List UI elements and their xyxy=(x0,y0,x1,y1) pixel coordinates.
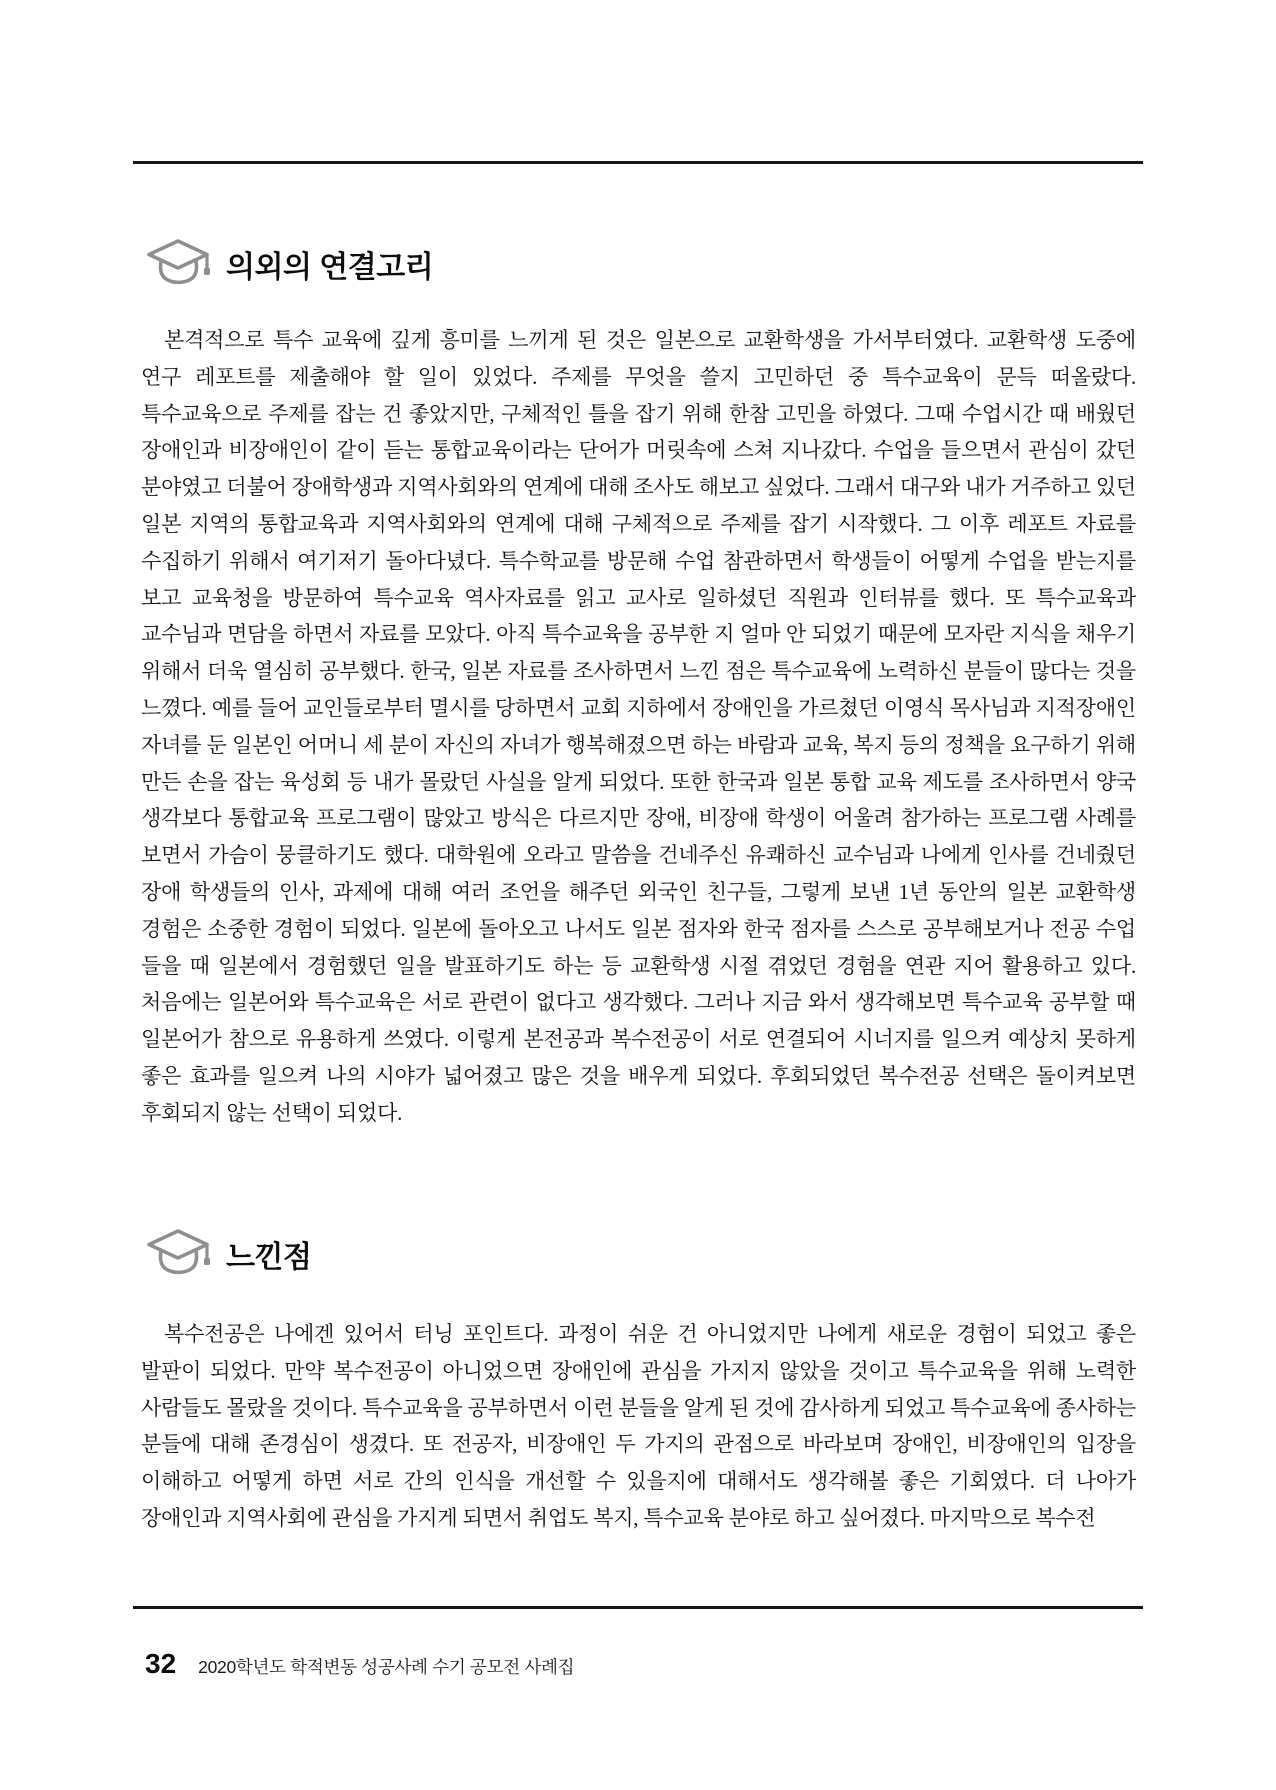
section-2-paragraph: 복수전공은 나에겐 있어서 터닝 포인트다. 과정이 쉬운 건 아니었지만 나에게 새로운 경험이 되었고 좋은 발판이 되었다. 만약 복수전공이 아니었으면 장애인에 관심을 가지지 않았을 것이고 특수교육을 위해 노력한 사람들도 몰랐을 것이다. 특수교육을 공부하면서 이런 분들을 알게 된 것에 감사하게 되었고 특수교육에 종사하는 분들에 대해 존경심이 생겼다. 또 전공자, 비장애인 두 가지의 관점으로 바라보며 장애인, 비장애인의 입장을 이해하고 어떻게 하면 서로 간의 인식을 개선할 수 있을지에 대해서도 생각해볼 좋은 기회였다. 더 나아가 장애인과 지역사회에 관심을 가지게 되면서 취업도 복지, 특수교육 분야로 하고 싶어졌다. 마지막으로 복수전 xyxy=(141,1322,1136,1530)
top-divider xyxy=(133,161,1143,164)
section-1-paragraph: 본격적으로 특수 교육에 깊게 흥미를 느끼게 된 것은 일본으로 교환학생을 가서부터였다. 교환학생 도중에 연구 레포트를 제출해야 할 일이 있었다. 주제를 무엇을 쓸지 고민하던 중 특수교육이 문득 떠올랐다. 특수교육으로 주제를 잡는 건 좋았지만, 구체적인 틀을 잡기 위해 한참 고민을 하였다. 그때 수업시간 때 배웠던 장애인과 비장애인이 같이 듣는 통합교육이라는 단어가 머릿속에 스쳐 지나갔다. 수업을 들으면서 관심이 갔던 분야였고 더불어 장애학생과 지역사회와의 연계에 대해 조사도 해보고 싶었다. 그래서 대구와 내가 거주하고 있던 일본 지역의 통합교육과 지역사회와의 연계에 대해 구체적으로 주제를 잡기 시작했다. 그 이후 레포트 자료를 수집하기 위해서 여기저기 돌아다녔다. 특수학교를 방문해 수업 참관하면서 학생들이 어떻게 수업을 받는지를 보고 교육청을 방문하여 특수교육 역사자료를 읽고 교사로 일하셨던 직원과 인터뷰를 했다. 또 특수교육과 교수님과 면담을 하면서 자료를 모았다. 아직 특수교육을 공부한 지 얼마 안 되었기 때문에 모자란 지식을 채우기 위해서 더욱 열심히 공부했다. 한국, 일본 자료를 조사하면서 느낀 점은 특수교육에 노력하신 분들이 많다는 것을 느꼈다. 예를 들어 교인들로부터 멸시를 당하면서 교회 지하에서 장애인을 가르쳤던 이영식 목사님과 지적장애인 자녀를 둔 일본인 어머니 세 분이 자신의 자녀가 행복해졌으면 하는 바람과 교육, 복지 등의 정책을 요구하기 위해 만든 손을 잡는 육성회 등 내가 몰랐던 사실을 알게 되었다. 또한 한국과 일본 통합 교육 제도를 조사하면서 양국 생각보다 통합교육 프로그램이 많았고 방식은 다르지만 장애, 비장애 학생이 어울려 참가하는 프로그램 사례를 보면서 가슴이 뭉클하기도 했다. 대학원에 오라고 말씀을 건네주신 유쾌하신 교수님과 나에게 인사를 건네줬던 장애 학생들의 인사, 과제에 대해 여러 조언을 해주던 외국인 친구들, 그렇게 보낸 1년 동안의 일본 교환학생 경험은 소중한 경험이 되었다. 일본에 돌아오고 나서도 일본 점자와 한국 점자를 스스로 공부해보거나 전공 수업 들을 때 일본에서 경험했던 일을 발표하기도 하는 등 교환학생 시절 겪었던 경험을 연관 지어 활용하고 있다. 처음에는 일본어와 특수교육은 서로 관련이 없다고 생각했다. 그러나 지금 와서 생각해보면 특수교육 공부할 때 일본어가 참으로 유용하게 쓰였다. 이렇게 본전공과 복수전공이 서로 연결되어 시너지를 일으켜 예상치 못하게 좋은 효과를 일으켜 나의 시야가 넓어졌고 많은 것을 배우게 되었다. 후회되었던 복수전공 선택은 돌이켜보면 후회되지 않는 선택이 되었다. xyxy=(141,328,1136,1125)
page-number: 32 xyxy=(145,1648,177,1679)
bottom-divider xyxy=(133,1606,1143,1609)
section-1-heading xyxy=(146,238,433,292)
graduation-cap-icon xyxy=(146,1228,210,1282)
footer-caption: 2020학년도 학적변동 성공사례 수기 공모전 사례집 xyxy=(198,1657,575,1677)
section-2-heading xyxy=(146,1228,311,1282)
section-2-title: 느낀점 xyxy=(226,1241,312,1274)
section-1-title: 의외의 연결고리 xyxy=(226,251,434,284)
graduation-cap-icon xyxy=(146,238,210,292)
page-footer xyxy=(145,1650,574,1679)
